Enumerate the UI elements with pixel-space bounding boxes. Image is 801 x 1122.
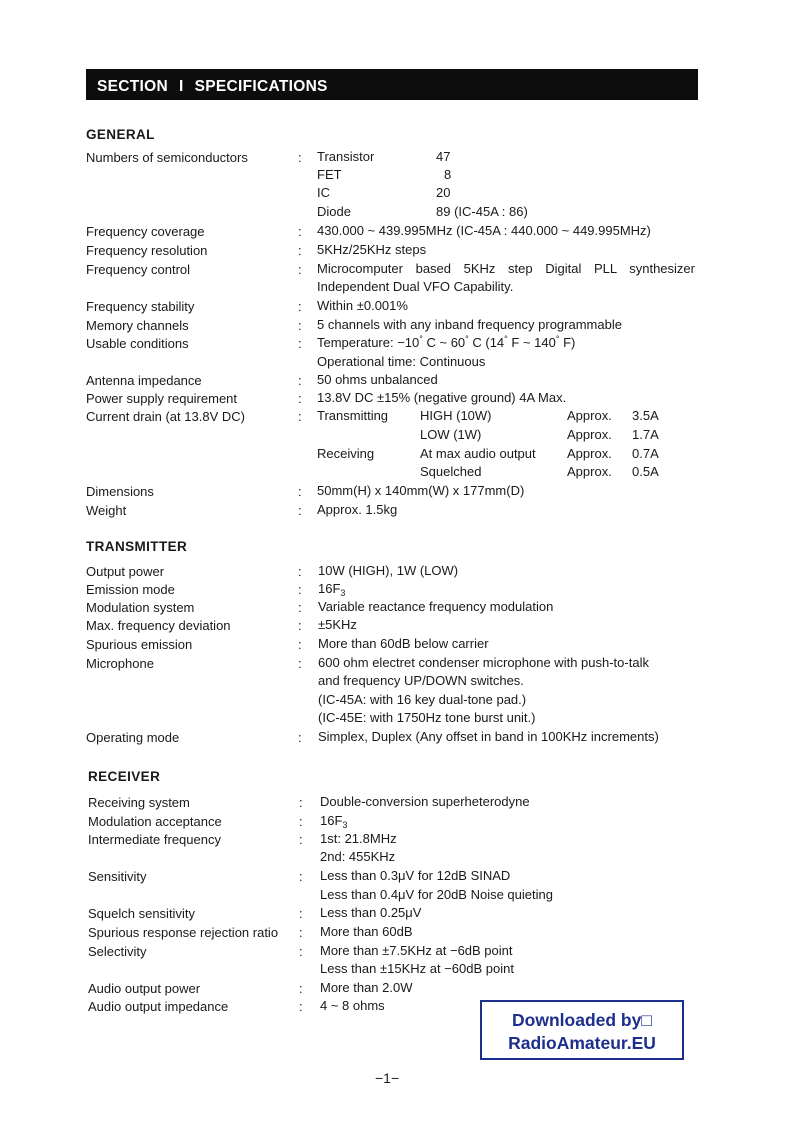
drain-amps-2: 1.7A xyxy=(632,427,659,442)
operating-mode-value: Simplex, Duplex (Any offset in band in 100KHz increments) xyxy=(318,729,659,744)
emission-mode-value: $16F_3$ xyxy=(318,581,346,598)
power-supply-label: Power supply requirement xyxy=(86,391,238,406)
semi-name-1: Transistor xyxy=(317,149,375,164)
colon: : xyxy=(298,484,302,499)
section-numeral: I xyxy=(179,78,184,95)
squelch-sensitivity-label: Squelch sensitivity xyxy=(88,906,195,921)
drain-mode-1: HIGH (10W) xyxy=(420,408,492,423)
selectivity-line-2: Less than ±15KHz at −60dB point xyxy=(320,961,514,976)
semi-count-1: 47 xyxy=(436,149,451,164)
semiconductors-label: Numbers of semiconductors xyxy=(86,150,248,165)
transmitting-label: Transmitting xyxy=(317,408,389,423)
drain-approx-2: Approx. xyxy=(567,427,612,442)
colon: : xyxy=(298,318,302,333)
colon: : xyxy=(299,869,303,884)
sensitivity-line-2: Less than 0.4μV for 20dB Noise quieting xyxy=(320,887,553,902)
sensitivity-line-1: Less than 0.3μV for 12dB SINAD xyxy=(320,868,511,883)
semi-name-4: Diode xyxy=(317,204,351,219)
freq-coverage-value: 430.000 ~ 439.995MHz (IC-45A : 440.000 ~ 449.995MHz) xyxy=(317,223,651,238)
freq-control-value-2: Independent Dual VFO Capability. xyxy=(317,279,514,294)
colon: : xyxy=(298,262,302,277)
modulation-system-value: Variable reactance frequency modulation xyxy=(318,599,554,614)
freq-coverage-label: Frequency coverage xyxy=(86,224,205,239)
microphone-line-1: 600 ohm electret condenser microphone with push-to-talk xyxy=(318,655,649,670)
colon: : xyxy=(299,832,303,847)
drain-amps-1: 3.5A xyxy=(632,408,659,423)
if-line-2: 2nd: 455KHz xyxy=(320,849,396,864)
colon: : xyxy=(298,243,302,258)
colon: : xyxy=(298,299,302,314)
colon: : xyxy=(298,336,302,351)
spurious-emission-label: Spurious emission xyxy=(86,637,193,652)
general-heading: GENERAL xyxy=(86,127,155,142)
memory-channels-label: Memory channels xyxy=(86,318,189,333)
microphone-line-3: (IC-45A: with 16 key dual-tone pad.) xyxy=(318,692,527,707)
section-title-banner xyxy=(86,69,698,100)
colon: : xyxy=(298,503,302,518)
colon: : xyxy=(299,814,303,829)
colon: : xyxy=(299,981,303,996)
microphone-label: Microphone xyxy=(86,656,154,671)
drain-amps-3: 0.7A xyxy=(632,446,659,461)
semi-count-3: 20 xyxy=(436,185,451,200)
drain-approx-4: Approx. xyxy=(567,464,612,479)
selectivity-line-1: More than ±7.5KHz at −6dB point xyxy=(320,943,513,958)
microphone-line-4: (IC-45E: with 1750Hz tone burst unit.) xyxy=(318,710,536,725)
colon: : xyxy=(298,150,302,165)
weight-value: Approx. 1.5kg xyxy=(317,502,398,517)
colon: : xyxy=(298,409,302,424)
colon: : xyxy=(299,925,303,940)
colon: : xyxy=(298,391,302,406)
dimensions-label: Dimensions xyxy=(86,484,154,499)
sensitivity-label: Sensitivity xyxy=(88,869,147,884)
semi-name-2: FET xyxy=(317,167,342,182)
colon: : xyxy=(298,224,302,239)
current-drain-label: Current drain (at 13.8V DC) xyxy=(86,409,245,424)
colon: : xyxy=(299,906,303,921)
colon: : xyxy=(298,618,302,633)
audio-output-impedance-label: Audio output impedance xyxy=(88,999,229,1014)
receiver-heading: RECEIVER xyxy=(88,769,161,784)
colon: : xyxy=(299,944,303,959)
drain-mode-2: LOW (1W) xyxy=(420,427,482,442)
receiving-system-value: Double-conversion superheterodyne xyxy=(320,794,530,809)
drain-approx-1: Approx. xyxy=(567,408,612,423)
squelch-sensitivity-value: Less than 0.25μV xyxy=(320,905,422,920)
freq-control-label: Frequency control xyxy=(86,262,191,277)
semi-count-2: 8 xyxy=(444,167,452,182)
selectivity-label: Selectivity xyxy=(88,944,147,959)
page-number: −1− xyxy=(375,1070,400,1086)
freq-control-value: Microcomputer based 5KHz step Digital PLL synthesizer xyxy=(317,261,695,276)
audio-output-power-value: More than 2.0W xyxy=(320,980,413,995)
operating-mode-label: Operating mode xyxy=(86,730,180,745)
spurious-rejection-value: More than 60dB xyxy=(320,924,413,939)
colon: : xyxy=(298,656,302,671)
colon: : xyxy=(298,730,302,745)
modulation-acceptance-value: $16F_3$ xyxy=(320,813,348,830)
output-power-value: 10W (HIGH), 1W (LOW) xyxy=(318,563,459,578)
stamp-line-1: Downloaded by□ xyxy=(512,1010,652,1030)
modulation-system-label: Modulation system xyxy=(86,600,195,615)
max-deviation-label: Max. frequency deviation xyxy=(86,618,231,633)
drain-mode-4: Squelched xyxy=(420,464,482,479)
drain-mode-3: At max audio output xyxy=(420,446,536,461)
microphone-line-2: and frequency UP/DOWN switches. xyxy=(318,673,524,688)
if-line-1: 1st: 21.8MHz xyxy=(320,831,397,846)
spurious-emission-value: More than 60dB below carrier xyxy=(318,636,489,651)
weight-label: Weight xyxy=(86,503,127,518)
colon: : xyxy=(298,582,302,597)
download-watermark-stamp xyxy=(480,1000,684,1060)
drain-approx-3: Approx. xyxy=(567,446,612,461)
colon: : xyxy=(299,999,303,1014)
audio-output-power-label: Audio output power xyxy=(88,981,201,996)
intermediate-frequency-label: Intermediate frequency xyxy=(88,832,221,847)
receiving-system-label: Receiving system xyxy=(88,795,190,810)
transmitter-heading: TRANSMITTER xyxy=(86,539,188,554)
memory-channels-value: 5 channels with any inband frequency programmable xyxy=(317,317,622,332)
section-name: SPECIFICATIONS xyxy=(194,78,328,95)
section-word: SECTION xyxy=(97,78,168,95)
colon: : xyxy=(298,373,302,388)
output-power-label: Output power xyxy=(86,564,165,579)
freq-resolution-value: 5KHz/25KHz steps xyxy=(317,242,427,257)
freq-stability-label: Frequency stability xyxy=(86,299,195,314)
colon: : xyxy=(298,637,302,652)
antenna-impedance-value: 50 ohms unbalanced xyxy=(317,372,438,387)
semi-count-4: 89 (IC-45A : 86) xyxy=(436,204,528,219)
freq-stability-value: Within ±0.001% xyxy=(317,298,408,313)
antenna-impedance-label: Antenna impedance xyxy=(86,373,202,388)
usable-conditions-label: Usable conditions xyxy=(86,336,189,351)
modulation-acceptance-label: Modulation acceptance xyxy=(88,814,222,829)
drain-amps-4: 0.5A xyxy=(632,464,659,479)
freq-resolution-label: Frequency resolution xyxy=(86,243,208,258)
receiving-label: Receiving xyxy=(317,446,375,461)
colon: : xyxy=(298,600,302,615)
power-supply-value: 13.8V DC ±15% (negative ground) 4A Max. xyxy=(317,390,567,405)
temperature-value: Temperature: −10° C ~ 60° C (14° F ~ 140° F) xyxy=(317,334,576,350)
spurious-rejection-label: Spurious response rejection ratio xyxy=(88,925,279,940)
max-deviation-value: ±5KHz xyxy=(318,617,357,632)
emission-mode-label: Emission mode xyxy=(86,582,175,597)
operational-time-value: Operational time: Continuous xyxy=(317,354,486,369)
colon: : xyxy=(299,795,303,810)
colon: : xyxy=(298,564,302,579)
dimensions-value: 50mm(H) x 140mm(W) x 177mm(D) xyxy=(317,483,525,498)
audio-output-impedance-value: 4 ~ 8 ohms xyxy=(320,998,385,1013)
stamp-line-2: RadioAmateur.EU xyxy=(508,1033,656,1053)
semi-name-3: IC xyxy=(317,185,330,200)
